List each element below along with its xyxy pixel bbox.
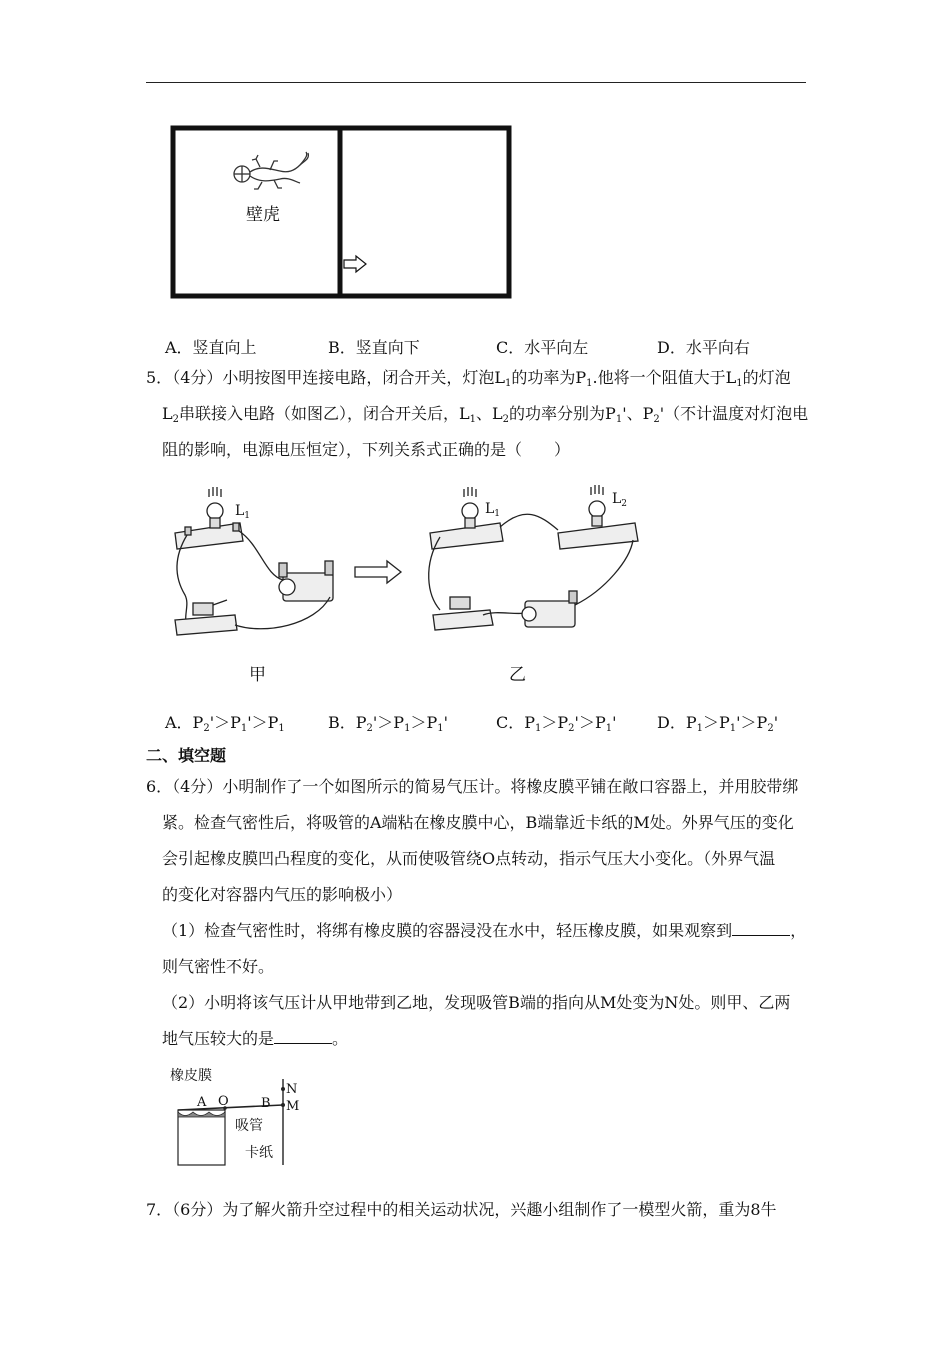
switch-base	[433, 610, 493, 630]
t: ＞P	[702, 713, 730, 732]
sub: 1	[605, 723, 613, 734]
t: '	[443, 713, 449, 732]
q4-option-a: A．竖直向上	[165, 338, 257, 357]
t: C．P	[496, 713, 536, 732]
q6-line-4: 的变化对容器内气压的影响极小）	[162, 885, 403, 904]
container	[178, 1110, 225, 1165]
bulb-label-2: $L_2$	[612, 491, 628, 509]
sub: 1	[696, 723, 703, 734]
q6-sub1-line2: 则气密性不好。	[162, 957, 275, 976]
board-right-2	[558, 523, 638, 549]
q5-option-c	[496, 710, 617, 734]
sub: 2	[203, 723, 210, 734]
sub: 1	[505, 378, 512, 389]
q5-text: 的功率为P	[511, 368, 587, 387]
sub: 1	[404, 723, 411, 734]
sub: 1	[729, 723, 737, 734]
q4-option-d: D．水平向右	[657, 338, 750, 357]
q5-score: （4分）	[172, 368, 223, 387]
t: '＞P	[209, 713, 241, 732]
q6-sub2-line2	[162, 1029, 348, 1049]
t: D．P	[657, 713, 697, 732]
q5-text: .他将一个阻值大于L	[592, 368, 737, 387]
q5-text: L	[162, 404, 173, 423]
sub: 1	[736, 378, 743, 389]
label-n: N	[286, 1082, 298, 1097]
gecko-label: 壁虎	[246, 205, 280, 225]
sub: 1	[240, 723, 248, 734]
t: '	[612, 713, 617, 732]
sub: 1	[437, 723, 444, 734]
answer-blank[interactable]	[274, 1043, 332, 1044]
label-membrane: 橡皮膜	[170, 1068, 212, 1084]
q5-text: 、L	[476, 404, 503, 423]
header-rule	[146, 82, 806, 83]
sub: 2	[366, 723, 373, 734]
bulb-icon	[207, 487, 223, 528]
t: ，	[790, 921, 807, 940]
sub: 1	[469, 414, 477, 425]
fig-caption-left: 甲	[249, 665, 266, 685]
q5-line-1	[146, 368, 791, 394]
q5-text: 串联接入电路（如图乙），闭合开关后，L	[179, 404, 470, 423]
q6-sub1	[162, 921, 806, 941]
bulb-label-1: $L_1$	[235, 503, 251, 521]
bulb-icon	[589, 485, 605, 526]
label-straw: 吸管	[235, 1118, 263, 1134]
wire	[239, 531, 283, 580]
q4-option-b: B．竖直向下	[328, 338, 420, 357]
t: '	[773, 713, 779, 732]
label-m: M	[286, 1099, 300, 1114]
q6-line-3: 会引起橡皮膜凹凸程度的变化，从而使吸管绕O点转动，指示气压大小变化。（外界气温	[162, 849, 776, 868]
t: '＞P	[247, 713, 279, 732]
wire	[235, 597, 330, 629]
switch-base	[175, 615, 237, 635]
q4-option-c: C．水平向左	[496, 338, 589, 357]
barometer-figure	[165, 1065, 315, 1170]
bulb-icon	[462, 487, 478, 528]
section-heading: 二、填空题	[146, 746, 227, 765]
wire	[575, 540, 633, 605]
sub: 2	[767, 723, 774, 734]
switch-icon	[193, 603, 213, 615]
t: A．P	[165, 713, 204, 732]
point-m	[281, 1103, 285, 1107]
answer-blank[interactable]	[732, 935, 790, 936]
q5-number: 5．	[146, 368, 173, 387]
sub: 1	[586, 378, 593, 389]
sub: 2	[568, 723, 575, 734]
q6-line-1: 6．（4分）小明制作了一个如图所示的简易气压计。将橡皮膜平铺在敞口容器上，并用胶带绑	[146, 777, 799, 796]
sub: 1	[615, 414, 623, 425]
sub: 2	[502, 414, 510, 425]
label-a: A	[197, 1095, 207, 1110]
q5-text: '（不计温度对灯泡电	[659, 404, 809, 423]
arrow-right-icon	[355, 561, 401, 583]
t: '＞P	[372, 713, 405, 732]
gecko-figure	[170, 125, 512, 300]
fig-caption-right: 乙	[509, 665, 526, 685]
wire	[500, 514, 558, 530]
label-b: B	[261, 1096, 271, 1111]
membrane	[178, 1112, 225, 1117]
q5-option-b	[328, 710, 448, 734]
t: ＞P	[541, 713, 569, 732]
t: ＞P	[410, 713, 438, 732]
q5-line-2	[162, 404, 808, 430]
t: '＞P	[736, 713, 768, 732]
q5-text: 小明按图甲连接电路，闭合开关，灯泡L	[222, 368, 506, 387]
label-card: 卡纸	[245, 1145, 273, 1161]
label-o: O	[218, 1094, 229, 1109]
sub: 1	[278, 723, 285, 734]
sub: 2	[172, 414, 179, 425]
t: 地气压较大的是	[162, 1029, 275, 1048]
t: （1）检查气密性时，将绑有橡皮膜的容器浸没在水中，轻压橡皮膜，如果观察到	[162, 921, 733, 940]
q5-text: 的功率分别为P	[509, 404, 616, 423]
q5-option-a	[165, 710, 285, 734]
gecko-icon	[234, 152, 308, 189]
q6-line-2: 紧。检查气密性后，将吸管的A端粘在橡皮膜中心，B端靠近卡纸的M处。外界气压的变化	[162, 813, 794, 832]
point-n	[281, 1087, 285, 1091]
q7-line-1: 7．（6分）为了解火箭升空过程中的相关运动状况，兴趣小组制作了一模型火箭，重为8牛	[146, 1200, 777, 1219]
sub: 2	[653, 414, 660, 425]
q5-text: '、P	[622, 404, 654, 423]
switch-icon	[450, 597, 470, 609]
t: 。	[332, 1029, 349, 1048]
q6-sub2: （2）小明将该气压计从甲地带到乙地，发现吸管B端的指向从M处变为N处。则甲、乙两	[162, 993, 791, 1012]
q5-line-3: 阻的影响，电源电压恒定），下列关系式正确的是（ ）	[162, 440, 571, 459]
t: B．P	[328, 713, 367, 732]
circuit-figure	[165, 475, 655, 650]
arrow-right-icon	[344, 256, 366, 272]
t: '＞P	[574, 713, 606, 732]
bulb-label-1: $L_1$	[485, 501, 501, 519]
q5-text: 的灯泡	[742, 368, 791, 387]
q5-option-d	[657, 710, 778, 734]
sub: 1	[535, 723, 542, 734]
